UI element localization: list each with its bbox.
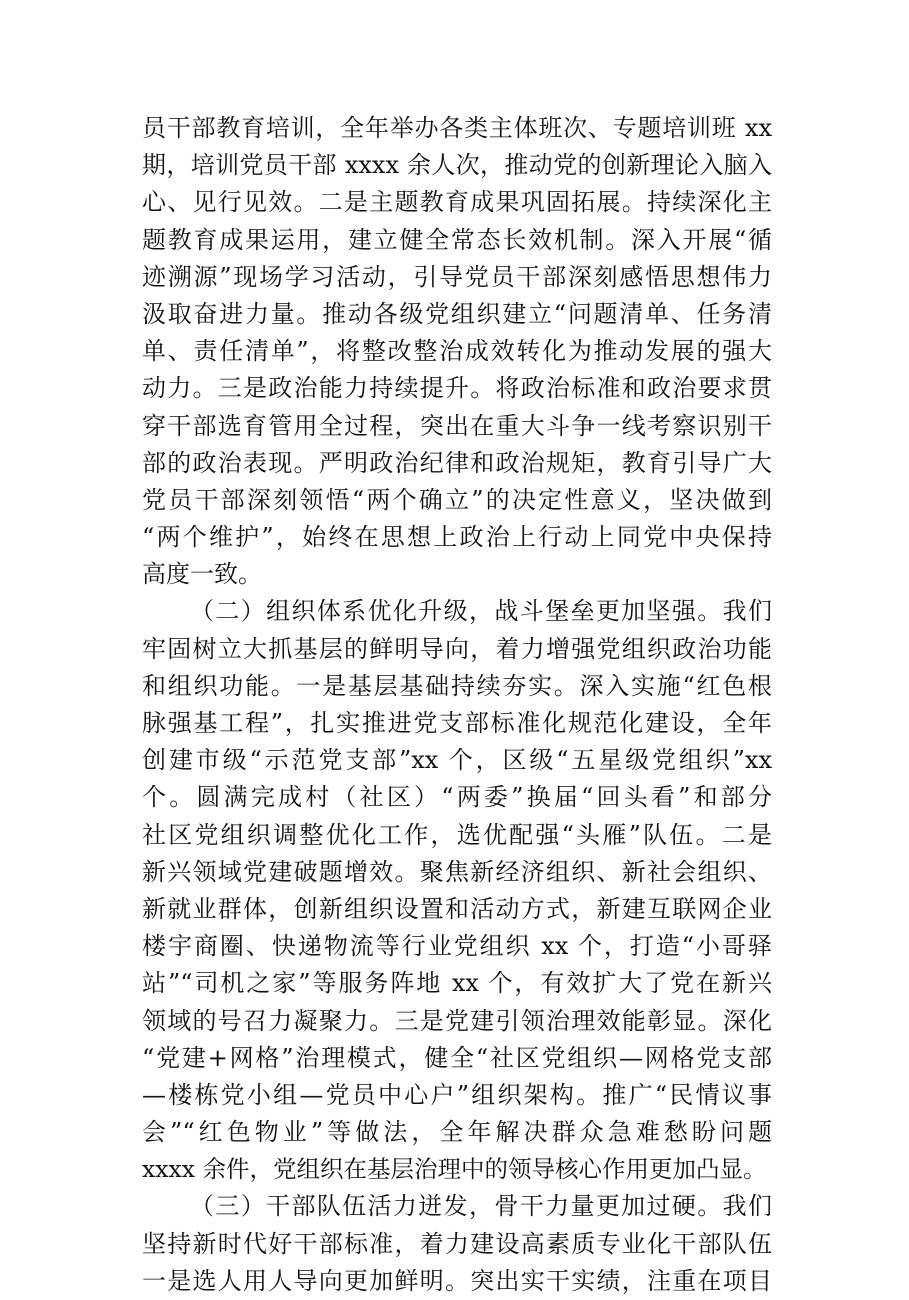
text-line: 题教育成果运用，建立健全常态长效机制。深入开展“循 bbox=[142, 225, 772, 254]
text-line: 动力。三是政治能力持续提升。将政治标准和政治要求贯 bbox=[142, 374, 772, 403]
text-line: 员干部教育培训，全年举办各类主体班次、专题培训班 xx bbox=[142, 114, 772, 142]
text-line: 汲取奋进力量。推动各级党组织建立“问题清单、任务清 bbox=[142, 299, 772, 328]
text-line: 和组织功能。一是基层基础持续夯实。深入实施“红色根 bbox=[142, 671, 772, 700]
text-line: 新兴领域党建破题增效。聚焦新经济组织、新社会组织、 bbox=[142, 857, 772, 886]
text-line: 创建市级“示范党支部”xx 个，区级“五星级党组织”xx bbox=[142, 746, 772, 775]
text-line: 站”“司机之家”等服务阵地 xx 个，有效扩大了党在新兴 bbox=[142, 969, 772, 998]
text-line: 会”“红色物业”等做法，全年解决群众急难愁盼问题 bbox=[142, 1118, 772, 1147]
text-line: “两个维护”，始终在思想上政治上行动上同党中央保持 bbox=[142, 523, 772, 552]
text-line: 党员干部深刻领悟“两个确立”的决定性意义，坚决做到 bbox=[142, 485, 772, 514]
text-line: 期，培训党员干部 xxxx 余人次，推动党的创新理论入脑入 bbox=[142, 151, 772, 180]
text-line: 楼宇商圈、快递物流等行业党组织 xx 个，打造“小哥驿 bbox=[142, 932, 772, 961]
text-line: 牢固树立大抓基层的鲜明导向，着力增强党组织政治功能 bbox=[142, 634, 772, 663]
text-line: 单、责任清单”，将整改整治成效转化为推动发展的强大 bbox=[142, 337, 772, 366]
text-line: “党建+网格”治理模式，健全“社区党组织—网格党支部 bbox=[142, 1043, 772, 1072]
text-line: 新就业群体，创新组织设置和活动方式，新建互联网企业 bbox=[142, 894, 772, 923]
text-line: 领域的号召力凝聚力。三是党建引领治理效能彰显。深化 bbox=[142, 1006, 772, 1035]
text-line: 坚持新时代好干部标准，着力建设高素质专业化干部队伍 bbox=[142, 1229, 772, 1258]
text-line: （二）组织体系优化升级，战斗堡垒更加坚强。我们 bbox=[190, 597, 772, 626]
text-line: （三）干部队伍活力迸发，骨干力量更加过硬。我们 bbox=[190, 1192, 772, 1221]
text-line: —楼栋党小组—党员中心户”组织架构。推广“民情议事 bbox=[142, 1080, 772, 1109]
text-line: 穿干部选育管用全过程，突出在重大斗争一线考察识别干 bbox=[142, 411, 772, 440]
text-line: 社区党组织调整优化工作，选优配强“头雁”队伍。二是 bbox=[142, 820, 772, 849]
text-line: 部的政治表现。严明政治纪律和政治规矩，教育引导广大 bbox=[142, 448, 772, 477]
document-body bbox=[142, 110, 772, 1300]
text-line: xxxx 余件，党组织在基层治理中的领导核心作用更加凸显。 bbox=[142, 1155, 767, 1184]
text-line: 心、见行见效。二是主题教育成果巩固拓展。持续深化主 bbox=[142, 188, 772, 217]
text-line: 高度一致。 bbox=[142, 560, 262, 589]
text-line: 个。圆满完成村（社区）“两委”换届“回头看”和部分 bbox=[142, 783, 772, 812]
text-line: 一是选人用人导向更加鲜明。突出实干实绩，注重在项目 bbox=[142, 1266, 772, 1295]
text-line: 脉强基工程”，扎实推进党支部标准化规范化建设，全年 bbox=[142, 709, 772, 737]
text-line: 迹溯源”现场学习活动，引导党员干部深刻感悟思想伟力 bbox=[142, 262, 772, 291]
